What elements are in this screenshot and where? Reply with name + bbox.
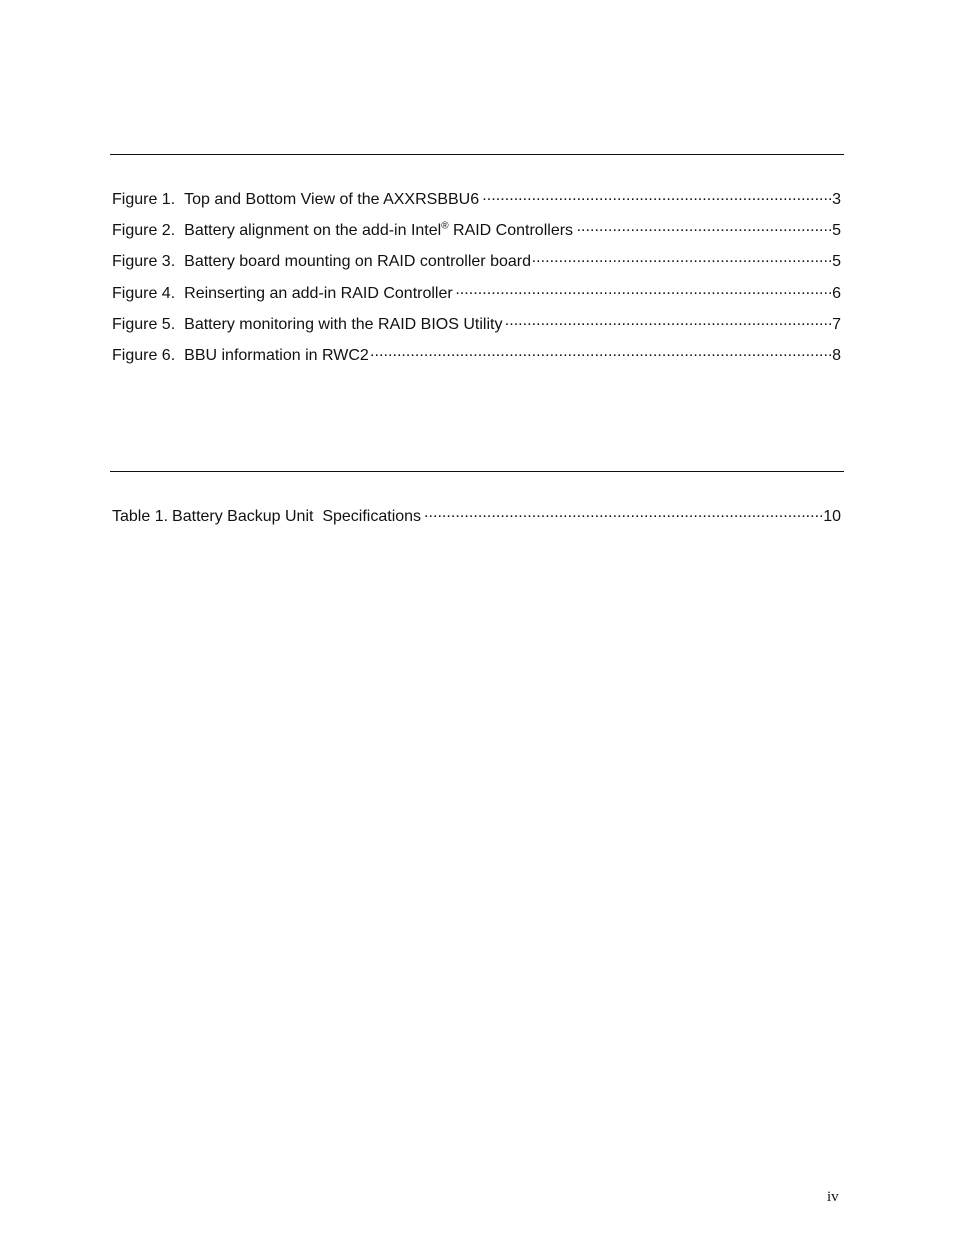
- entry-prefix: Figure 2.: [112, 222, 176, 240]
- entry-title: BBU information in RWC2: [184, 346, 369, 364]
- list-of-tables-rule: [110, 471, 844, 472]
- registered-mark: ®: [441, 220, 449, 232]
- entry-page-number: 10: [823, 508, 841, 525]
- dot-leader: [423, 507, 822, 521]
- entry-page-number: 6: [832, 284, 841, 302]
- entry-title: Battery Backup Unit Specifications: [172, 508, 422, 525]
- entry-title: Reinserting an add-in RAID Controller: [184, 284, 453, 302]
- entry-prefix: Figure 3.: [112, 253, 176, 271]
- entry-prefix: Figure 1.: [112, 191, 176, 208]
- table-entry-1[interactable]: [112, 506, 841, 537]
- entry-page-number: 5: [832, 222, 841, 240]
- figure-entry-2[interactable]: [112, 220, 841, 251]
- figure-entry-1[interactable]: [112, 189, 841, 220]
- entry-page-number: 7: [832, 315, 841, 333]
- list-of-figures: [112, 189, 841, 376]
- dot-leader: [371, 346, 831, 360]
- entry-prefix: Table 1.: [112, 508, 169, 525]
- figure-entry-5[interactable]: [112, 314, 841, 345]
- entry-prefix: Figure 6.: [112, 346, 176, 364]
- entry-title: Battery alignment on the add-in Intel® RAID Controllers: [184, 220, 574, 240]
- entry-prefix: Figure 5.: [112, 315, 176, 333]
- entry-title: Battery monitoring with the RAID BIOS Utility: [184, 315, 503, 333]
- dot-leader: [455, 284, 831, 298]
- entry-prefix: Figure 4.: [112, 284, 176, 302]
- entry-page-number: 3: [832, 191, 841, 208]
- entry-title: Top and Bottom View of the AXXRSBBU6: [184, 191, 480, 208]
- entry-page-number: 8: [832, 346, 841, 364]
- dot-leader: [504, 315, 831, 329]
- dot-leader: [575, 221, 831, 235]
- list-of-tables: [112, 506, 841, 537]
- dot-leader: [481, 190, 831, 204]
- page-number: iv: [827, 1189, 839, 1205]
- entry-title: Battery board mounting on RAID controller board: [184, 253, 531, 271]
- list-of-figures-rule: [110, 154, 844, 155]
- figure-entry-6[interactable]: [112, 345, 841, 376]
- dot-leader: [533, 252, 831, 266]
- entry-page-number: 5: [832, 253, 841, 271]
- figure-entry-4[interactable]: [112, 283, 841, 314]
- figure-entry-3[interactable]: [112, 251, 841, 282]
